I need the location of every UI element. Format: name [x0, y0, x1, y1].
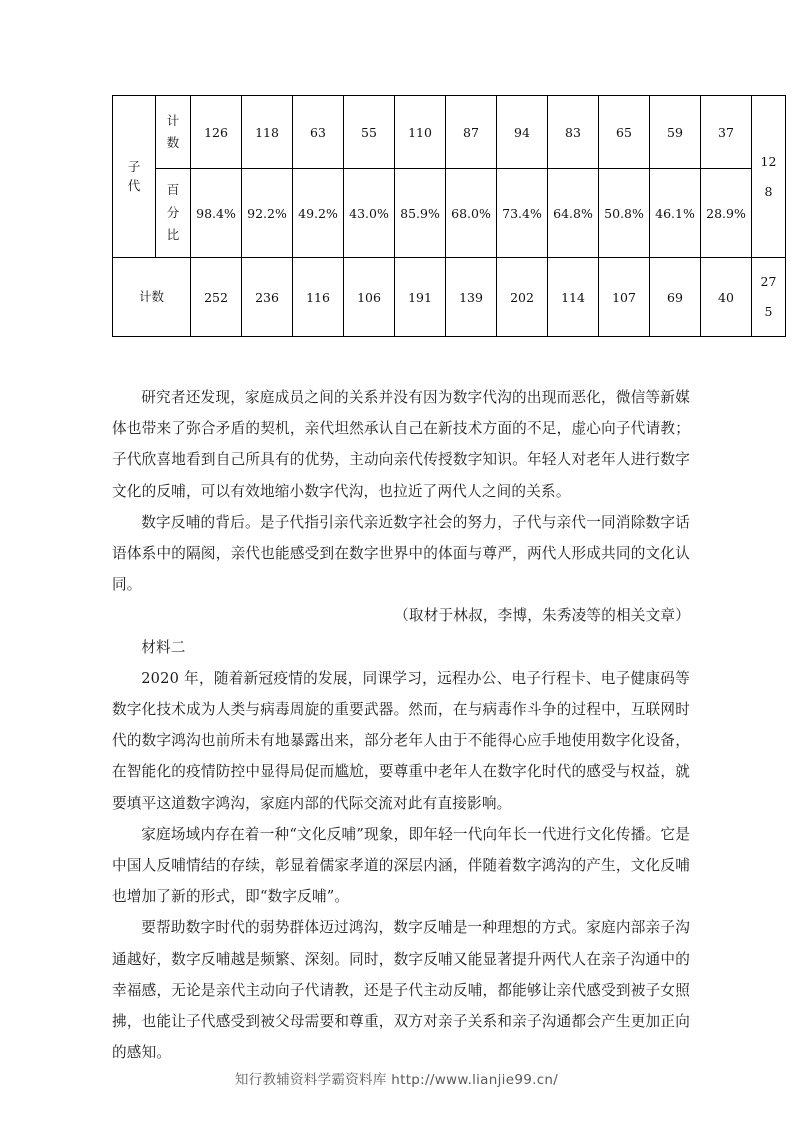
- document-body: [112, 382, 690, 1068]
- sum-cell-9: 107: [599, 258, 650, 337]
- footer-watermark: 知行教辅资料学霸资料库 http://www.lianjie99.cn/: [234, 1072, 559, 1088]
- count-cell-9: 65: [599, 96, 650, 169]
- count-cell-7: 94: [497, 96, 548, 169]
- sum-total-line-1: 27: [760, 274, 777, 289]
- source-attribution: （取材于林叔，李博，朱秀凌等的相关文章）: [394, 607, 690, 625]
- count-cell-3: 63: [293, 96, 344, 169]
- count-cell-11: 37: [701, 96, 752, 169]
- sum-cell-1: 252: [191, 258, 242, 337]
- paragraph-2: 数字反哺的背后。是子代指引亲代亲近数字社会的努力，子代与亲代一同消除数字话语体系中的隔阂，亲代也能感受到在数字世界中的体面与尊严，两代人形成共同的文化认同。: [112, 513, 690, 594]
- paragraph-3: 2020 年，随着新冠疫情的发展，同课学习，远程办公、电子行程卡、电子健康码等数字化技术成为人类与病毒周旋的重要武器。然而，在与病毒作斗争的过程中，互联网时代的数字鸿沟也前所未有地暴露出来，部分老年人由于不能得心应手地使用数字化设备，在智能化的疫情防控中显得局促而尴尬，要尊重中老年人在数字化时代的感受与权益，就要填平这道数字鸿沟，家庭内部的代际交流对此有直接影响。: [112, 669, 690, 812]
- sum-cell-11: 40: [701, 258, 752, 337]
- sub-label-percentage: [156, 169, 191, 258]
- sum-cell-7: 202: [497, 258, 548, 337]
- sub-label-count: [156, 96, 191, 169]
- table-row: [113, 96, 786, 169]
- percentage-cell-4: 43.0%: [344, 169, 395, 258]
- sum-cell-3: 116: [293, 258, 344, 337]
- table-row: [113, 258, 786, 337]
- summary-row-label: 计数: [113, 258, 191, 337]
- sum-cell-2: 236: [242, 258, 293, 337]
- percentage-cell-3: 49.2%: [293, 169, 344, 258]
- sum-cell-10: 69: [650, 258, 701, 337]
- count-total-cell: [752, 96, 786, 258]
- sub-label-count-char-2: 数: [166, 135, 180, 150]
- percentage-cell-9: 50.8%: [599, 169, 650, 258]
- sum-cell-8: 114: [548, 258, 599, 337]
- count-cell-6: 87: [446, 96, 497, 169]
- paragraph-1: 研究者还发现，家庭成员之间的关系并没有因为数字代沟的出现而恶化，微信等新媒体也带来了弥合矛盾的契机，亲代坦然承认自己在新技术方面的不足，虚心向子代请教；子代欣喜地看到自己所具有的优势，主动向亲代传授数字知识。年轻人对老年人进行数字文化的反哺，可以有效地缩小数字代沟，也拉近了两代人之间的关系。: [112, 389, 690, 500]
- count-cell-10: 59: [650, 96, 701, 169]
- count-cell-5: 110: [395, 96, 446, 169]
- percentage-cell-10: 46.1%: [650, 169, 701, 258]
- paragraph-4: 家庭场域内存在着一种“文化反哺”现象，即年轻一代向年长一代进行文化传播。它是中国人反哺情结的存续，彰显着儒家孝道的深层内涵，伴随着数字鸿沟的产生，文化反哺也增加了新的形式，即“数字反哺”。: [112, 825, 690, 906]
- count-cell-2: 118: [242, 96, 293, 169]
- sum-total-line-2: 5: [764, 304, 773, 319]
- percentage-cell-5: 85.9%: [395, 169, 446, 258]
- percentage-cell-6: 68.0%: [446, 169, 497, 258]
- sum-cell-5: 191: [395, 258, 446, 337]
- count-cell-8: 83: [548, 96, 599, 169]
- sub-label-pct-char-1: 百: [166, 182, 180, 198]
- count-total-line-1: 12: [760, 153, 777, 169]
- statistics-table: [112, 95, 786, 337]
- sub-label-pct-char-2: 分: [166, 204, 180, 220]
- count-total-line-2: 8: [764, 183, 773, 199]
- percentage-cell-7: 73.4%: [497, 169, 548, 258]
- sum-total-cell: [752, 258, 786, 337]
- material-heading: 材料二: [141, 638, 186, 656]
- percentage-cell-2: 92.2%: [242, 169, 293, 258]
- row-group-label-char-1: 子: [127, 159, 141, 175]
- statistics-table-container: [112, 95, 777, 337]
- sum-cell-4: 106: [344, 258, 395, 337]
- percentage-cell-8: 64.8%: [548, 169, 599, 258]
- table-row: [113, 169, 786, 258]
- sub-label-count-char-1: 计: [166, 112, 180, 128]
- sub-label-pct-char-3: 比: [166, 227, 180, 243]
- paragraph-5: 要帮助数字时代的弱势群体迈过鸿沟，数字反哺是一种理想的方式。家庭内部亲子沟通越好，数字反哺越是频繁、深刻。同时，数字反哺又能显著提升两代人在亲子沟通中的幸福感，无论是亲代主动向子代请教，还是子代主动反哺，都能够让亲代感受到被子女照拂，也能让子代感受到被父母需要和尊重，双方对亲子关系和亲子沟通都会产生更加正向的感知。: [112, 919, 690, 1062]
- percentage-cell-1: 98.4%: [191, 169, 242, 258]
- sum-cell-6: 139: [446, 258, 497, 337]
- count-cell-1: 126: [191, 96, 242, 169]
- row-group-label-char-2: 代: [127, 177, 141, 193]
- percentage-cell-11: 28.9%: [701, 169, 752, 258]
- row-group-label-zidai: [113, 96, 156, 258]
- count-cell-4: 55: [344, 96, 395, 169]
